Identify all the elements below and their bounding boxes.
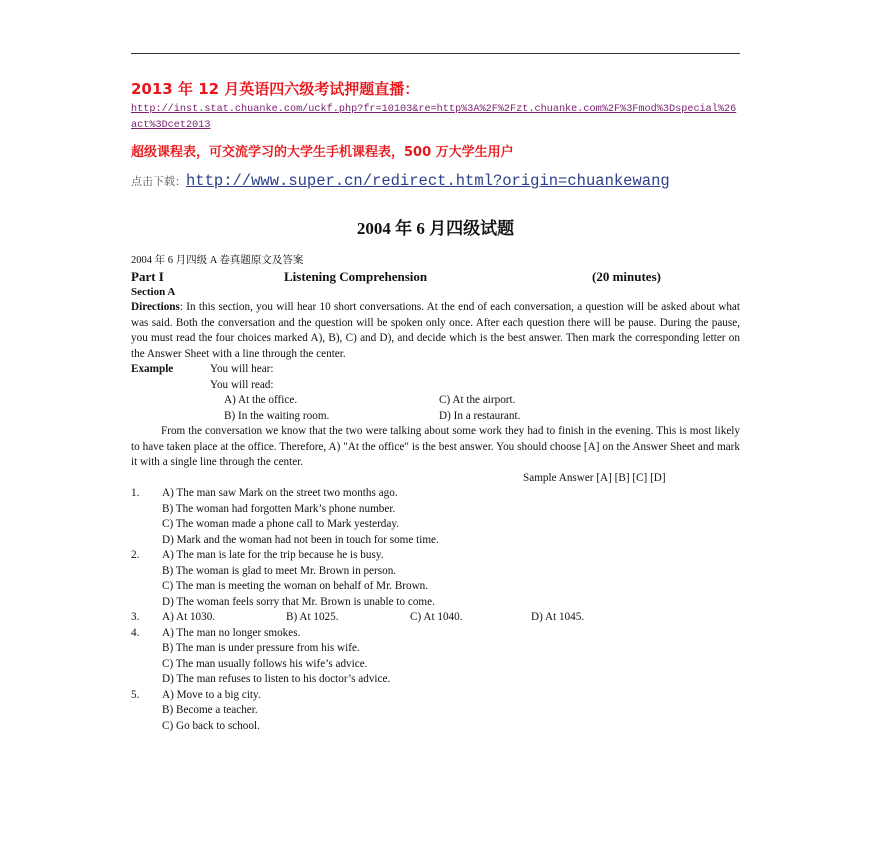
answer-option: C) Go back to school. xyxy=(162,719,260,732)
explanation: From the conversation we know that the two were talking about some work they had to finish in the evening. This is most likely to have taken place at the office. Therefore, A) "At the office" is the best answer. You should choose [A] on the Answer Sheet and mark it with a single line through the center. xyxy=(131,425,740,468)
promo-slogan: 超级课程表，可交流学习的大学生手机课程表，500 万大学生用户 xyxy=(131,145,514,160)
subtitle: 2004 年 6 月四级 A 卷真题原文及答案 xyxy=(131,255,304,266)
question-number: 3. xyxy=(131,611,140,623)
answer-option: D) At 1045. xyxy=(531,611,585,623)
directions-text: : In this section, you will hear 10 short conversations. At the end of each conversation, a question will be asked about what was said. Both the conversation and the question will be spoken only once. After each question there will be pause. During the pause, you must read the four choices marked A), B), C) and D), and decide which is the best answer. Then mark the corresponding letter on the Answer Sheet with a line through the center. xyxy=(131,301,740,360)
promo-link[interactable]: http://inst.stat.chuanke.com/uckf.php?fr=10103&re=http%3A%2F%2Fzt.chuanke.com%2F%3Fmod%3Dspecial%26act%3Dcet2013 xyxy=(131,104,737,131)
question-number: 2. xyxy=(131,549,140,561)
example-option: D) In a restaurant. xyxy=(439,409,521,422)
question-number: 5. xyxy=(131,688,140,701)
question-row xyxy=(131,517,740,533)
part-label: Part I xyxy=(131,268,164,284)
answer-option: B) Become a teacher. xyxy=(162,704,258,716)
question-row xyxy=(131,533,740,549)
promo-heading: 2013 年 12 月英语四六级考试押题直播： xyxy=(131,80,420,98)
question-row xyxy=(131,548,740,564)
header-rule xyxy=(131,53,740,54)
question-row xyxy=(131,626,740,642)
example-options-row xyxy=(131,393,740,409)
question-row xyxy=(131,719,740,735)
example-option: C) At the airport. xyxy=(439,394,516,406)
question-row xyxy=(131,610,740,626)
directions-label: Directions xyxy=(131,301,180,313)
you-will-read: You will read: xyxy=(210,378,274,391)
answer-option: C) The woman made a phone call to Mark yesterday. xyxy=(162,518,400,530)
directions xyxy=(131,300,740,362)
answer-option: B) The man is under pressure from his wife. xyxy=(162,642,360,654)
question-row xyxy=(131,579,740,595)
answer-option: A) At 1030. xyxy=(162,611,216,623)
read-row xyxy=(131,378,740,394)
question-row xyxy=(131,595,740,611)
part-name: Listening Comprehension xyxy=(284,268,428,284)
example-options-row xyxy=(131,409,740,425)
section-heading: Section A xyxy=(131,285,176,298)
question-number: 1. xyxy=(131,487,140,499)
example-option: B) In the waiting room. xyxy=(224,409,330,422)
sample-answer: Sample Answer [A] [B] [C] [D] xyxy=(523,471,666,484)
answer-option: C) The man usually follows his wife’s advice. xyxy=(162,657,368,670)
question-row xyxy=(131,703,740,719)
page-title: 2004 年 6 月四级试题 xyxy=(356,219,515,238)
answer-option: A) The man saw Mark on the street two months ago. xyxy=(162,487,398,499)
you-will-hear: You will hear: xyxy=(210,363,274,375)
part-time: (20 minutes) xyxy=(592,268,661,284)
question-list xyxy=(131,486,740,734)
answer-option: A) Move to a big city. xyxy=(162,688,261,701)
example-option: A) At the office. xyxy=(224,394,298,406)
answer-option: B) At 1025. xyxy=(286,611,339,623)
answer-option: B) The woman is glad to meet Mr. Brown in person. xyxy=(162,564,397,577)
download-label: 点击下载： xyxy=(131,176,186,188)
answer-option: D) The man refuses to listen to his doctor’s advice. xyxy=(162,673,391,685)
question-row xyxy=(131,672,740,688)
example-row xyxy=(131,362,740,378)
answer-option: B) The woman had forgotten Mark’s phone number. xyxy=(162,502,396,515)
answer-option: A) The man is late for the trip because he is busy. xyxy=(162,549,384,561)
question-row xyxy=(131,502,740,518)
part-heading xyxy=(131,269,740,285)
question-row xyxy=(131,486,740,502)
question-row xyxy=(131,641,740,657)
question-number: 4. xyxy=(131,626,140,639)
question-row xyxy=(131,657,740,673)
download-link[interactable]: http://www.super.cn/redirect.html?origin=chuankewang xyxy=(186,172,670,190)
download-line xyxy=(131,172,740,190)
sample-answer-row xyxy=(131,471,740,487)
answer-option: A) The man no longer smokes. xyxy=(162,626,301,639)
answer-option: C) At 1040. xyxy=(410,611,463,623)
question-row xyxy=(131,688,740,704)
answer-option: D) Mark and the woman had not been in touch for some time. xyxy=(162,533,439,546)
answer-option: C) The man is meeting the woman on behalf of Mr. Brown. xyxy=(162,580,429,592)
example-label: Example xyxy=(131,363,174,375)
question-row xyxy=(131,564,740,580)
answer-option: D) The woman feels sorry that Mr. Brown is unable to come. xyxy=(162,595,435,608)
document-body xyxy=(131,253,740,734)
